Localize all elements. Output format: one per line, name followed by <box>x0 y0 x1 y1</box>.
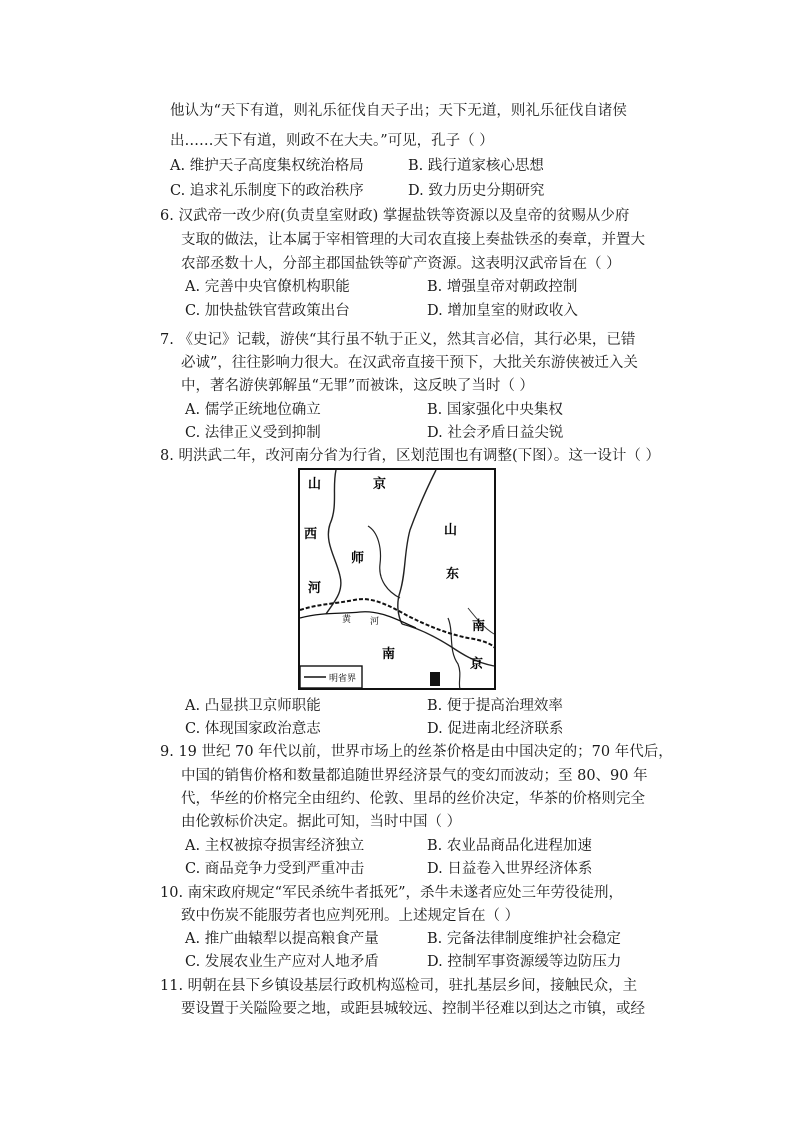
q7-stem-line-2: 必诚”，往往影响力很大。在汉武帝直接干预下，大批关东游侠被迁入关 <box>181 355 638 371</box>
q9-stem-line-2: 中国的销售价格和数量都追随世界经济景气的变幻而波动；至 80、90 年 <box>181 768 648 784</box>
q7-stem-line-1: 7. 《史记》记载，游侠“其行虽不轨于正义，然其言必信，其行必果，已错 <box>160 332 636 348</box>
q11-stem-line-1: 11. 明朝在县下乡镇设基层行政机构巡检司，驻扎基层乡间，接触民众，主 <box>160 978 638 994</box>
q9-option-a: A. 主权被掠夺损害经济独立 <box>185 838 365 854</box>
label-shan-top: 山 <box>308 477 322 492</box>
q9-stem-line-1: 9. 19 世纪 70 年代以前，世界市场上的丝茶价格是由中国决定的；70 年代后， <box>160 744 673 760</box>
q6-stem-line-3: 农部丞数十人，分部主郡国盐铁等矿产资源。这表明汉武帝旨在（ ） <box>181 256 621 272</box>
henan-province-map <box>298 468 496 690</box>
q6-stem-line-2: 支取的做法，让本属于宰相管理的大司农直接上奏盐铁丞的奏章，并置大 <box>181 232 645 248</box>
q10-option-d: D. 控制军事资源缓等边防压力 <box>427 954 622 970</box>
q11-stem-line-2: 要设置于关隘险要之地，或距县城较远、控制半径难以到达之市镇，或经 <box>181 1001 645 1017</box>
q7-option-c: C. 法律正义受到抑制 <box>185 425 321 441</box>
label-nan-bottom: 南 <box>382 647 396 662</box>
q9-stem-line-4: 由伦敦标价决定。据此可知，当时中国（ ） <box>181 814 462 830</box>
label-huang: 黄 <box>342 615 352 625</box>
q5-option-d: D. 致力历史分期研究 <box>408 183 545 199</box>
q10-option-a: A. 推广曲辕犁以提高粮食产量 <box>185 931 379 947</box>
q7-option-d: D. 社会矛盾日益尖锐 <box>427 425 564 441</box>
label-shan-right: 山 <box>444 523 458 538</box>
q5-stem-line-2: 出……天下有道，则政不在大夫。”可见，孔子（ ） <box>170 133 494 149</box>
q10-option-b: B. 完备法律制度维护社会稳定 <box>427 931 621 947</box>
map-marker <box>430 672 440 686</box>
q9-option-c: C. 商品竞争力受到严重冲击 <box>185 861 365 877</box>
q5-option-b: B. 践行道家核心思想 <box>408 158 544 174</box>
q8-option-c: C. 体现国家政治意志 <box>185 721 321 737</box>
label-he: 河 <box>308 581 322 596</box>
q8-option-b: B. 便于提高治理效率 <box>427 698 563 714</box>
q7-stem-line-3: 中，著名游侠郭解虽“无罪”而被诛，这反映了当时（ ） <box>181 378 534 394</box>
q6-option-d: D. 增加皇室的财政收入 <box>427 303 578 319</box>
legend-label: 明省界 <box>329 674 357 684</box>
q6-stem-line-1: 6. 汉武帝一改少府(负责皇室财政) 掌握盐铁等资源以及皇帝的贫赐从少府 <box>160 208 630 224</box>
q9-stem-line-3: 代，华丝的价格完全由纽约、伦敦、里昂的丝价决定，华茶的价格则完全 <box>181 791 645 807</box>
q7-option-a: A. 儒学正统地位确立 <box>185 402 321 418</box>
label-jing: 京 <box>373 477 387 492</box>
label-river-he: 河 <box>370 617 380 627</box>
q9-option-d: D. 日益卷入世界经济体系 <box>427 861 593 877</box>
q8-stem-line-1: 8. 明洪武二年，改河南分省为行省，区划范围也有调整(下图）。这一设计（ ） <box>160 448 660 464</box>
q6-option-b: B. 增强皇帝对朝政控制 <box>427 279 578 295</box>
q7-option-b: B. 国家强化中央集权 <box>427 402 563 418</box>
label-shi: 师 <box>351 551 365 566</box>
label-dong: 东 <box>446 567 460 582</box>
q5-option-c: C. 追求礼乐制度下的政治秩序 <box>170 183 364 199</box>
label-nan-right: 南 <box>472 619 486 634</box>
q8-option-a: A. 凸显拱卫京师职能 <box>185 698 321 714</box>
q10-stem-line-1: 10. 南宋政府规定“军民杀统牛者抵死”，杀牛未遂者应处三年劳役徒刑， <box>160 885 623 901</box>
q5-option-a: A. 维护天子高度集权统治格局 <box>170 158 364 174</box>
q6-option-c: C. 加快盐铁官营政策出台 <box>185 303 350 319</box>
q6-option-a: A. 完善中央官僚机构职能 <box>185 279 350 295</box>
q10-stem-line-2: 致中伤炭不能服劳者也应判死刑。上述规定旨在（ ） <box>181 908 520 924</box>
q8-option-d: D. 促进南北经济联系 <box>427 721 564 737</box>
q10-option-c: C. 发展农业生产应对人地矛盾 <box>185 954 379 970</box>
label-jing-right: 京 <box>470 657 484 672</box>
q9-option-b: B. 农业品商品化进程加速 <box>427 838 592 854</box>
q5-stem-line-1: 他认为“天下有道，则礼乐征伐自天子出；天下无道，则礼乐征伐自诸侯 <box>170 103 627 119</box>
label-xi: 西 <box>304 527 318 542</box>
